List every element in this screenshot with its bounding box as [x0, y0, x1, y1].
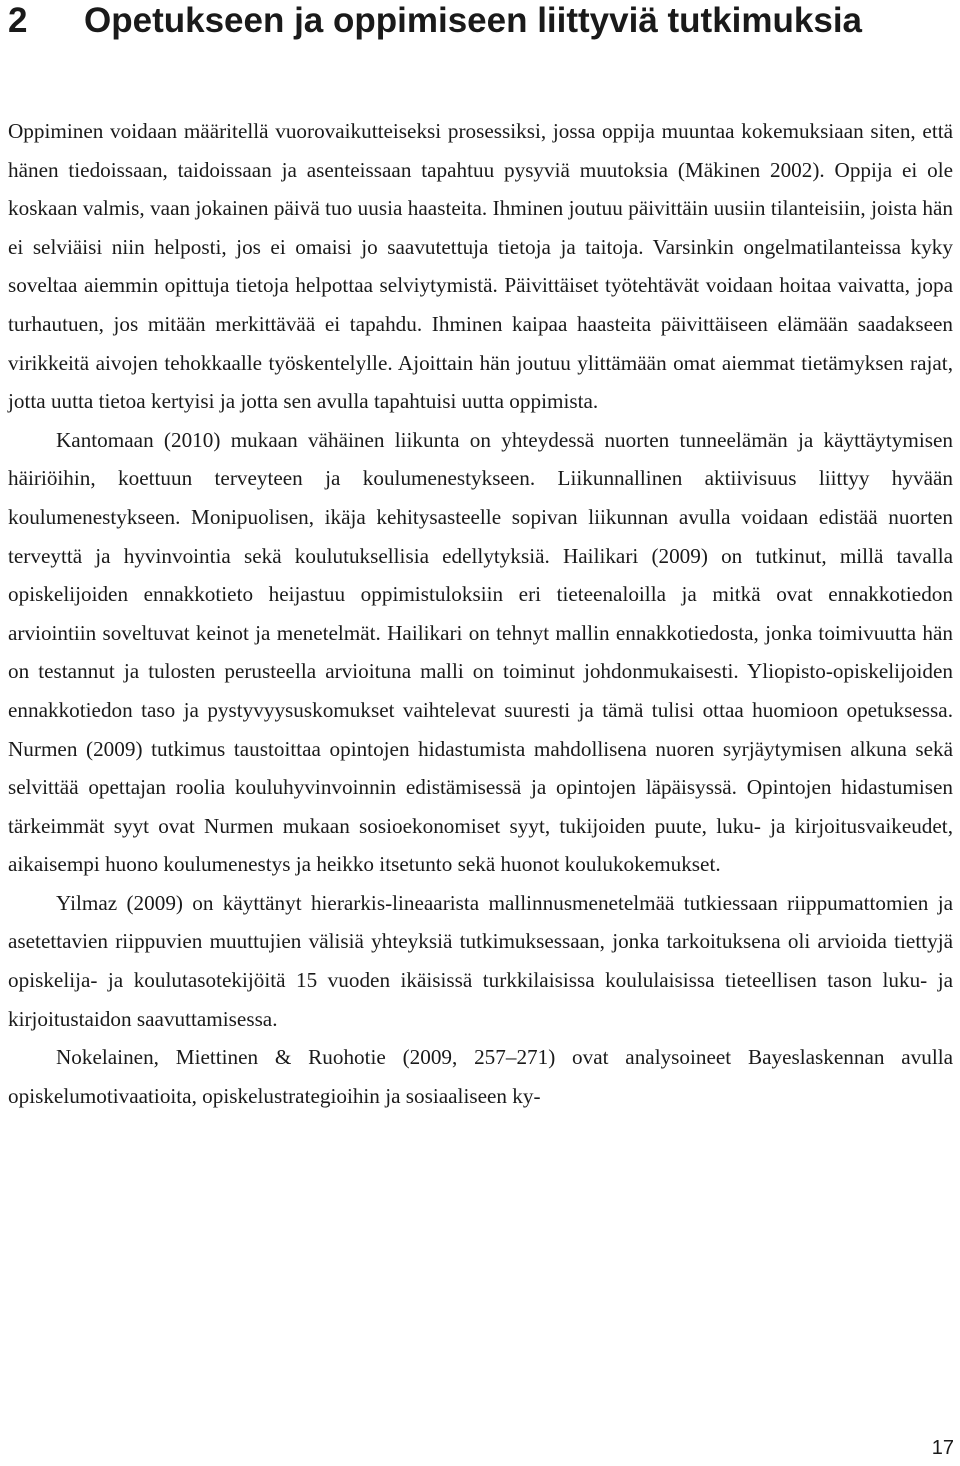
chapter-title: Opetukseen ja oppimiseen liittyviä tutkimuksia — [84, 1, 863, 40]
body-text — [8, 112, 953, 1115]
paragraph-2: Kantomaan (2010) mukaan vähäinen liikunta on yhteydessä nuorten tunneelämän ja käyttäytymisen häiriöihin, koettuun terveyteen ja koulumenestykseen. Liikunnallinen aktiivisuus liittyy hyvään koulumenestykseen. Monipuolisen, ikäja kehitysasteelle sopivan liikunnan avulla voidaan edistää nuorten terveyttä ja hyvinvointia sekä koulutuksellisia edellytyksiä. Hailikari (2009) on tutkinut, millä tavalla opiskelijoiden ennakkotieto heijastuu oppimistuloksiin eri tieteenaloilla ja mitkä ovat ennakkotiedon arviointiin soveltuvat keinot ja menetelmät. Hailikari on tehnyt mallin ennakkotiedosta, jonka toimivuutta hän on testannut ja tulosten perusteella arvioituna malli on toiminut johdonmukaisesti. Yliopisto-opiskelijoiden ennakkotiedon taso ja pystyvyysuskomukset vaihtelevat suuresti ja tämä tulisi ottaa huomioon opetuksessa. Nurmen (2009) tutkimus taustoittaa opintojen hidastumista mahdollisena nuoren syrjäytymisen alkuna sekä selvittää opettajan roolia kouluhyvinvoinnin edistämisessä ja opintojen läpäisyssä. Opintojen hidastumisen tärkeimmät syyt ovat Nurmen mukaan sosioekonomiset syyt, tukijoiden puute, luku- ja kirjoitusvaikeudet, aikaisempi huono koulumenestys ja heikko itsetunto sekä huonot koulukokemukset. — [8, 427, 953, 877]
chapter-number: 2 — [8, 1, 28, 40]
paragraph-1: Oppiminen voidaan määritellä vuorovaikutteiseksi prosessiksi, jossa oppija muuntaa kokemuksiaan siten, että hänen tiedoissaan, taidoissaan ja asenteissaan tapahtuu pysyviä muutoksia (Mäkinen 2002). Oppija ei ole koskaan valmis, vaan jokainen päivä tuo uusia haasteita. Ihminen joutuu päivittäin uusiin tilanteisiin, joista hän ei selviäisi niin helposti, jos ei omaisi jo saavutettuja tietoja ja taitoja. Varsinkin ongelmatilanteissa kyky soveltaa aiemmin opittuja tietoja helpottaa selviytymistä. Päivittäiset työtehtävät voidaan hoitaa vaivatta, jopa turhautuen, jos mitään merkittävää ei tapahdu. Ihminen kaipaa haasteita päivittäiseen elämään saadakseen virikkeitä aivojen tehokkaalle työskentelylle. Ajoittain hän joutuu ylittämään omat aiemmat tietämyksen rajat, jotta uutta tietoa kertyisi ja jotta sen avulla tapahtuisi uutta oppimista. — [8, 119, 953, 414]
paragraph-4: Nokelainen, Miettinen & Ruohotie (2009, 257–271) ovat analysoineet Bayeslaskennan avulla opiskelumotivaatioita, opiskelustrategioihin ja sosiaaliseen ky- — [8, 1045, 953, 1108]
chapter-heading — [8, 0, 958, 42]
paragraph-3: Yilmaz (2009) on käyttänyt hierarkis-lineaarista mallinnusmenetelmää tutkiessaan riippumattomien ja asetettavien riippuvien muuttujien välisiä yhteyksiä tutkimuksessaan, jonka tarkoituksena oli arvioida tiettyjä opiskelija- ja koulutasotekijöitä 15 vuoden ikäisissä turkkilaisissa koululaisissa tieteellisen tason luku- ja kirjoitustaidon saavuttamisessa. — [8, 890, 953, 1031]
page-number: 17 — [931, 1437, 954, 1459]
